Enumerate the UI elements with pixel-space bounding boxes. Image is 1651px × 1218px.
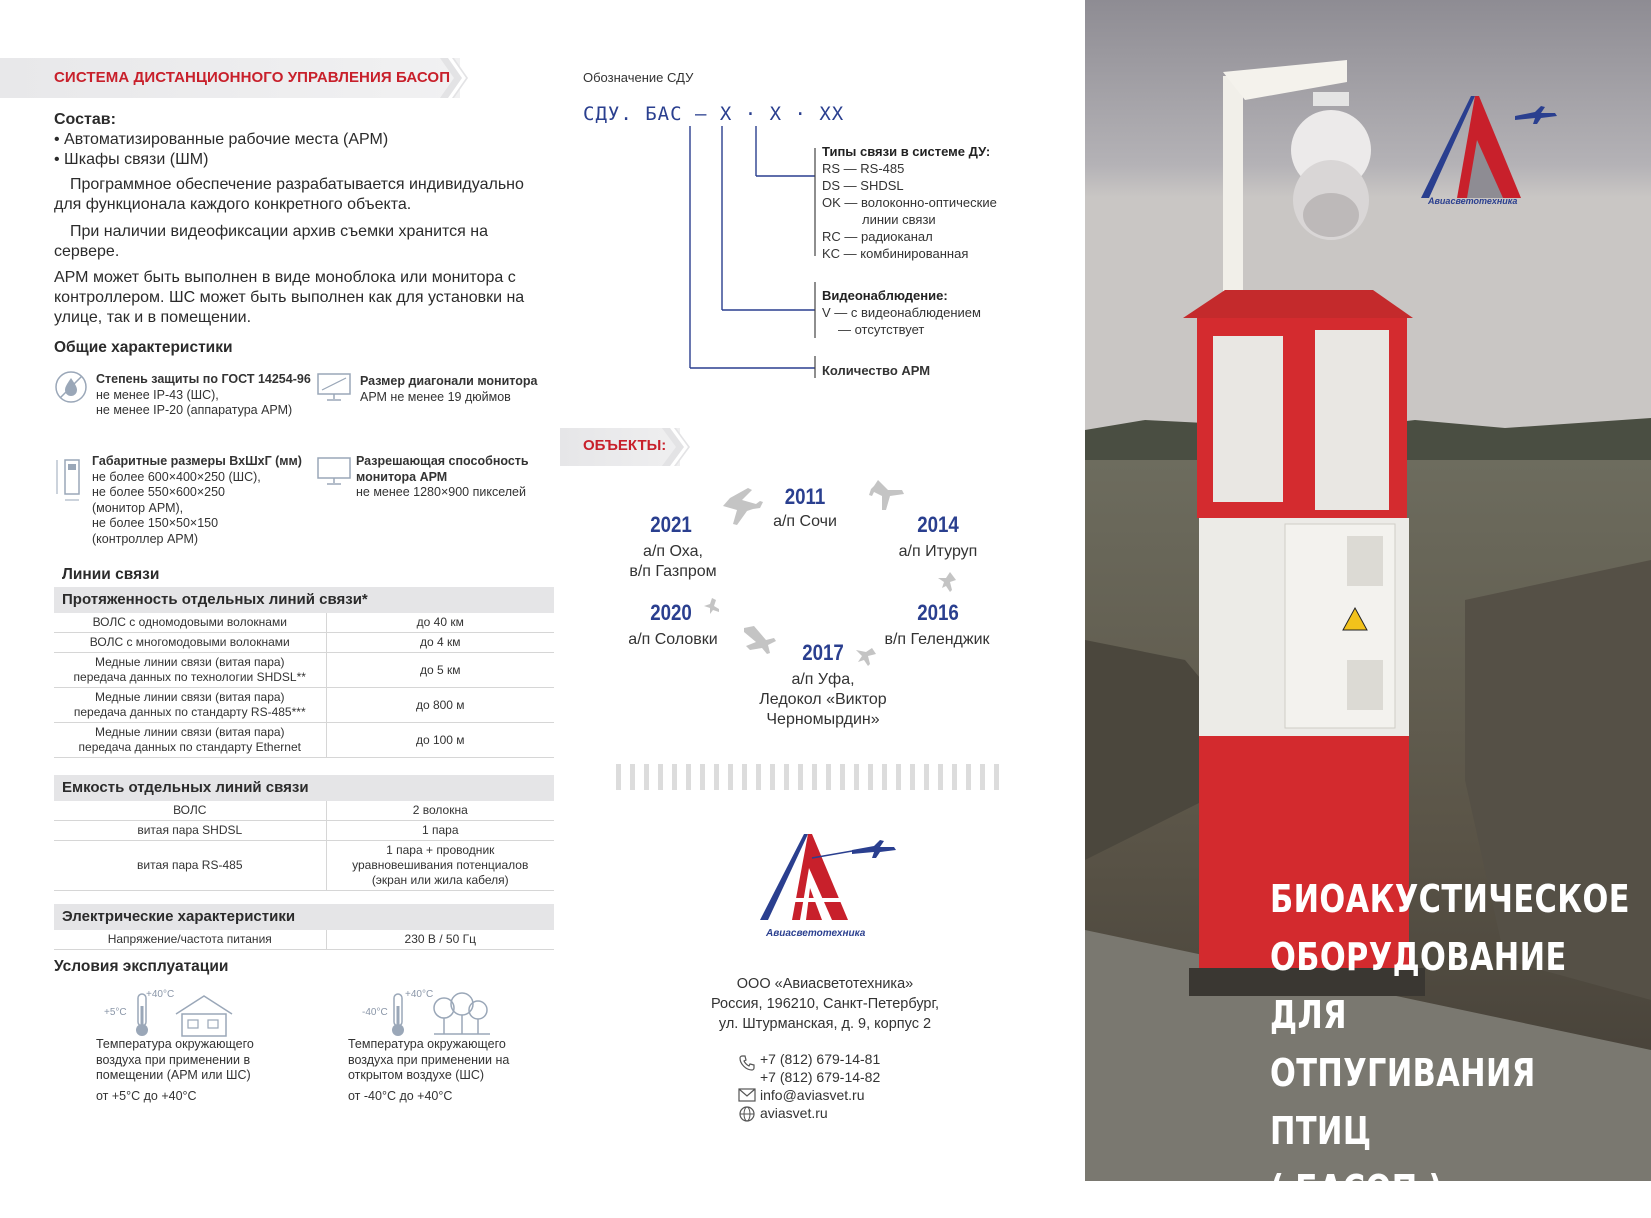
capacity-table-header: Емкость отдельных линий связи (54, 775, 554, 801)
cover-title-line: ( БАСОП ) (1270, 1167, 1443, 1211)
timeline-year: 2020 (650, 600, 692, 625)
electric-table-header: Электрические характеристики (54, 904, 554, 930)
timeline-place: а/п Уфа, Ледокол «Виктор Черномырдин» (759, 671, 887, 728)
timeline-year: 2011 (784, 484, 826, 509)
table-cell: Медные линии связи (витая пара) передача данных по технологии SHDSL** (54, 653, 326, 688)
spec-resolution (356, 454, 556, 501)
paragraph-arm: АРМ может быть выполнен в виде моноблока или монитора с контроллером. ШС может быть выполнен как для установки на улице, так и в помещении. (54, 269, 525, 326)
spec-resolution-line: не менее 1280×900 пикселей (356, 485, 526, 499)
table-cell: 2 волокна (326, 801, 554, 821)
left-column (0, 0, 560, 1181)
types-block (822, 143, 997, 262)
table-cell: Напряжение/частота питания (54, 930, 326, 950)
cover-title (1270, 870, 1630, 1218)
table-row (54, 653, 554, 688)
company-logo-text: Авиасветотехника (766, 928, 866, 939)
spec-protection-title: Степень защиты по ГОСТ 14254-96 (96, 372, 311, 386)
company-address: Россия, 196210, Санкт-Петербург, (710, 996, 940, 1012)
spec-protection-line: не менее IP-43 (ШС), (96, 387, 219, 402)
dash-divider (616, 764, 1021, 790)
conditions-title: Условия эксплуатации (54, 958, 229, 975)
sdu-code-diagram (680, 126, 830, 376)
spec-diagonal-title: Размер диагонали монитора (360, 374, 538, 388)
indoor-condition-text: Температура окружающего воздуха при применении в помещении (АРМ или ШС) (96, 1037, 254, 1082)
outdoor-low-temp: -40°C (362, 1007, 388, 1018)
length-table-header: Протяженность отдельных линий связи* (54, 587, 554, 613)
video-line: V — с видеонаблюдением (822, 305, 981, 320)
table-row (54, 930, 554, 950)
types-line: KC — комбинированная (822, 246, 969, 261)
phone-1[interactable]: +7 (812) 679-14-81 (760, 1051, 881, 1067)
sdu-code: СДУ. БАС – Х · Х · ХХ (583, 103, 845, 125)
cover-title-line: БИОАКУСТИЧЕСКОЕ (1270, 877, 1630, 921)
table-cell: до 100 м (326, 723, 554, 758)
monitor-resolution-icon (316, 456, 352, 486)
outdoor-high-temp: +40°C (405, 989, 434, 1000)
types-line: DS — SHDSL (822, 178, 904, 193)
timeline-planes (700, 470, 1040, 690)
spec-dimensions (92, 454, 302, 547)
table-cell: до 4 км (326, 633, 554, 653)
timeline-place: а/п Оха, в/п Газпром (629, 543, 717, 580)
general-characteristics-title: Общие характеристики (54, 339, 233, 356)
table-cell: 230 В / 50 Гц (326, 930, 554, 950)
timeline-year: 2014 (917, 512, 959, 537)
timeline-place: а/п Итуруп (898, 543, 978, 560)
table-row (54, 841, 554, 891)
email-icon (738, 1088, 756, 1102)
table-cell: ВОЛС с многомодовыми волокнами (54, 633, 326, 653)
timeline-year: 2017 (802, 640, 844, 665)
spec-dimensions-line: не более 150×50×150 (92, 516, 219, 530)
table-cell: 1 пара + проводник уравновешивания потенциалов (экран или жила кабеля) (326, 841, 554, 891)
plane-icon (723, 488, 763, 525)
spec-diagonal (360, 374, 537, 405)
electric-table (54, 930, 554, 950)
sdu-caption: Обозначение СДУ (583, 70, 694, 85)
table-row (54, 821, 554, 841)
spec-dimensions-line: (монитор АРМ), (92, 500, 184, 515)
table-cell: ВОЛС (54, 801, 326, 821)
table-cell: до 40 км (326, 613, 554, 633)
plane-icon (869, 480, 904, 510)
spec-diagonal-line: АРМ не менее 19 дюймов (360, 389, 511, 404)
email-link[interactable]: info@aviasvet.ru (760, 1087, 865, 1103)
composition-title: Состав: (54, 111, 116, 128)
spec-dimensions-line: (контроллер АРМ) (92, 531, 199, 546)
timeline-place: в/п Геленджик (884, 631, 990, 648)
table-row (54, 801, 554, 821)
table-row (54, 688, 554, 723)
outdoor-condition-range: от -40°C до +40°C (348, 1089, 453, 1103)
cover-title-line: ОБОРУДОВАНИЕ ДЛЯ (1270, 935, 1567, 1037)
plane-icon (704, 598, 719, 614)
table-cell: до 5 км (326, 653, 554, 688)
table-cell: Медные линии связи (витая пара) передача данных по стандарту Ethernet (54, 723, 326, 758)
globe-icon (738, 1105, 756, 1123)
types-line: RC — радиоканал (822, 229, 933, 244)
length-table (54, 613, 554, 758)
timeline-year: 2016 (917, 600, 959, 625)
spec-protection (96, 372, 311, 419)
thermometer-house-icon (128, 992, 248, 1038)
table-cell: ВОЛС с одномодовыми волокнами (54, 613, 326, 633)
timeline-year: 2021 (650, 512, 692, 537)
table-row (54, 723, 554, 758)
video-line: — отсутствует (838, 322, 925, 337)
water-drop-icon (54, 370, 88, 404)
section-title: СИСТЕМА ДИСТАНЦИОННОГО УПРАВЛЕНИЯ БАСОП (54, 69, 451, 86)
table-cell: витая пара SHDSL (54, 821, 326, 841)
table-row (54, 633, 554, 653)
table-cell: витая пара RS-485 (54, 841, 326, 891)
paragraph-software: Программное обеспечение разрабатывается индивидуально для функционала каждого конкретного объекта. (54, 176, 524, 213)
outdoor-condition-text: Температура окружающего воздуха при применении на открытом воздухе (ШС) (348, 1037, 510, 1082)
video-block (822, 287, 981, 338)
objects-title: ОБЪЕКТЫ: (583, 437, 667, 454)
timeline-place: а/п Сочи (773, 513, 837, 530)
plane-icon (856, 648, 876, 666)
phone-icon (738, 1054, 756, 1072)
table-row (54, 613, 554, 633)
plane-icon (938, 572, 956, 592)
arm-count-label: Количество АРМ (822, 363, 931, 378)
company-address: ул. Штурманская, д. 9, корпус 2 (718, 1016, 932, 1032)
monitor-diagonal-icon (316, 372, 352, 402)
indoor-condition-range: от +5°C до +40°C (96, 1089, 197, 1103)
video-title: Видеонаблюдение: (822, 288, 948, 303)
phone-2[interactable]: +7 (812) 679-14-82 (760, 1069, 881, 1085)
capacity-table (54, 801, 554, 891)
cover-logo-text: Авиасветотехника (1428, 196, 1518, 206)
types-line: RS — RS-485 (822, 161, 905, 176)
composition-item-shm: • Шкафы связи (ШМ) (54, 151, 209, 168)
table-cell: 1 пара (326, 821, 554, 841)
website-link[interactable]: aviasvet.ru (760, 1105, 828, 1121)
timeline-place: а/п Соловки (628, 631, 718, 648)
lines-title: Линии связи (62, 566, 160, 583)
thermometer-trees-icon (388, 992, 498, 1038)
cover-title-line: ОТПУГИВАНИЯ ПТИЦ (1270, 1051, 1536, 1153)
types-title: Типы связи в системе ДУ: (822, 144, 991, 159)
dimensions-cabinet-icon (54, 450, 86, 506)
indoor-low-temp: +5°C (104, 1007, 127, 1018)
spec-protection-line: не менее IP-20 (аппаратура АРМ) (96, 403, 293, 417)
spec-dimensions-title: Габаритные размеры ВхШхГ (мм) (92, 454, 302, 468)
spec-dimensions-line: не более 550×600×250 (92, 485, 226, 499)
types-line: OK — волоконно-оптические (822, 195, 997, 210)
company-name: ООО «Авиасветотехника» (736, 976, 914, 992)
company-logo (752, 828, 912, 938)
plane-icon (744, 626, 776, 654)
spec-dimensions-line: не более 600×400×250 (ШС), (92, 469, 261, 484)
composition-item-arm: • Автоматизированные рабочие места (АРМ) (54, 131, 389, 148)
table-cell: до 800 м (326, 688, 554, 723)
paragraph-archive: При наличии видеофиксации архив съемки хранится на сервере. (54, 223, 489, 260)
types-line: линии связи (862, 212, 936, 227)
spec-resolution-title: Разрешающая способность монитора АРМ (356, 454, 529, 484)
table-cell: Медные линии связи (витая пара) передача данных по стандарту RS-485*** (54, 688, 326, 723)
indoor-high-temp: +40°C (146, 989, 175, 1000)
